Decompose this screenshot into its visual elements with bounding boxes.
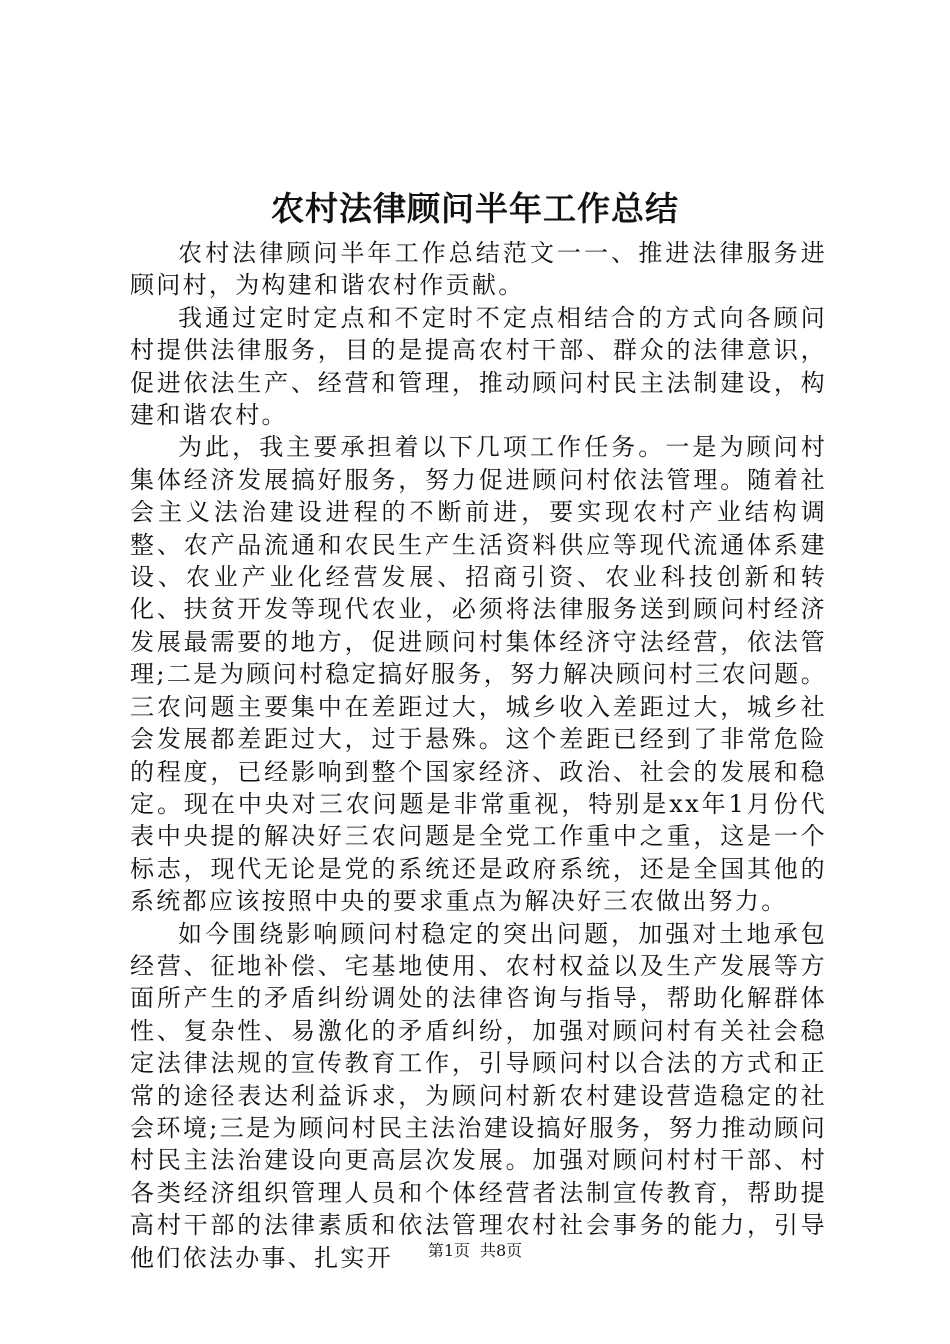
paragraph: 为此，我主要承担着以下几项工作任务。一是为顾问村集体经济发展搞好服务，努力促进顾问村依法管理。随着社会主义法治建设进程的不断前进，要实现农村产业结构调整、农产品流通和农民生产生活资料供应等现代流通体系建设、农业产业化经营发展、招商引资、农业科技创新和转化、扶贫开发等现代农业，必须将法律服务送到顾问村经济发展最需要的地方，促进顾问村集体经济守法经营，依法管理;二是为顾问村稳定搞好服务，努力解决顾问村三农问题。三农问题主要集中在差距过大，城乡收入差距过大，城乡社会发展都差距过大，过于悬殊。这个差距已经到了非常危险的程度，已经影响到整个国家经济、政治、社会的发展和稳定。现在中央对三农问题是非常重视，特别是xx年1月份代表中央提的解决好三农问题是全党工作重中之重，这是一个标志，现代无论是党的系统还是政府系统，还是全国其他的系统都应该按照中央的要求重点为解决好三农做出努力。 — [130, 433, 827, 916]
document-title: 农村法律顾问半年工作总结 — [271, 189, 679, 228]
page-total: 共8页 — [480, 1241, 523, 1260]
page-number: 第1页 — [427, 1241, 470, 1260]
page-footer — [0, 1240, 950, 1262]
paragraph: 如今围绕影响顾问村稳定的突出问题，加强对土地承包经营、征地补偿、宅基地使用、农村权益以及生产发展等方面所产生的矛盾纠纷调处的法律咨询与指导，帮助化解群体性、复杂性、易激化的矛盾纠纷，加强对顾问村有关社会稳定法律法规的宣传教育工作，引导顾问村以合法的方式和正常的途径表达利益诉求，为顾问村新农村建设营造稳定的社会环境;三是为顾问村民主法治建设搞好服务，努力推动顾问村民主法治建设向更高层次发展。加强对顾问村村干部、村各类经济组织管理人员和个体经营者法制宣传教育，帮助提高村干部的法律素质和依法管理农村社会事务的能力，引导他们依法办事、扎实开 — [130, 919, 827, 1272]
paragraph: 农村法律顾问半年工作总结范文一一、推进法律服务进顾问村，为构建和谐农村作贡献。 — [130, 239, 827, 300]
document-body — [130, 237, 827, 1274]
paragraph: 我通过定时定点和不定时不定点相结合的方式向各顾问村提供法律服务，目的是提高农村干部、群众的法律意识，促进依法生产、经营和管理，推动顾问村民主法制建设，构建和谐农村。 — [130, 303, 827, 430]
